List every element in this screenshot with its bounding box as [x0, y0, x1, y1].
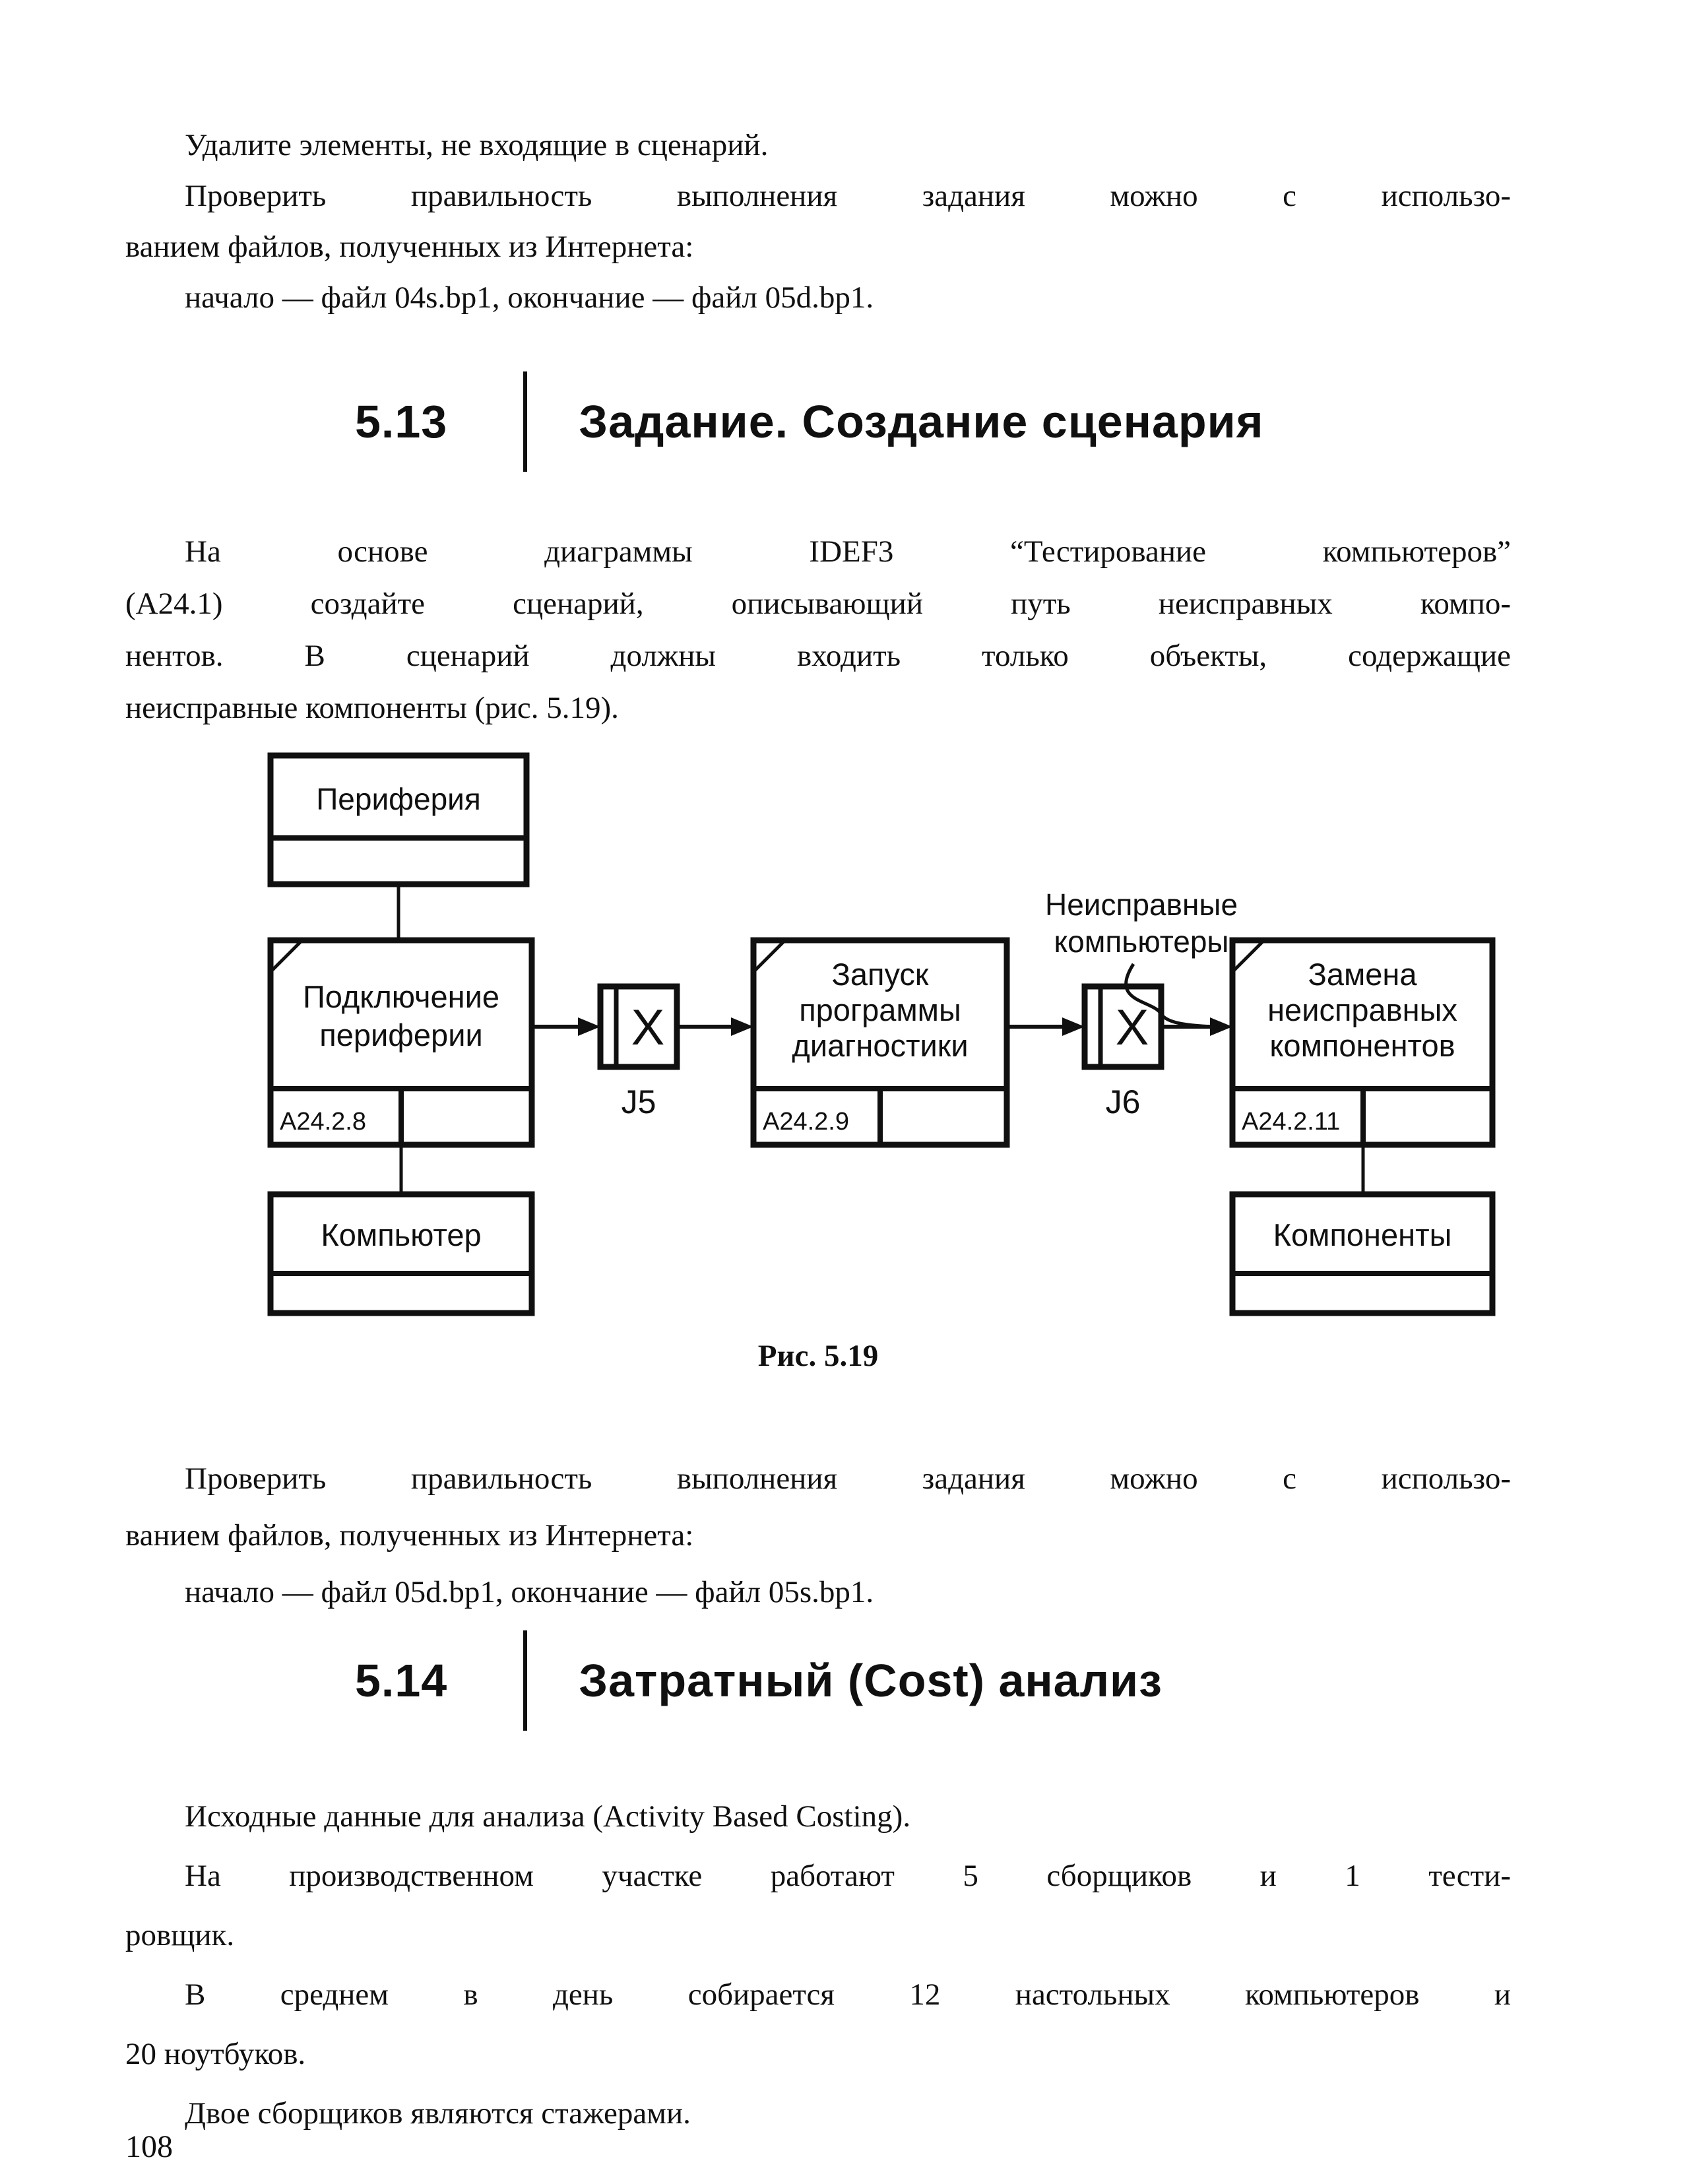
referent-label-components: Компоненты: [1273, 1217, 1452, 1252]
text-line: начало — файл 04s.bp1, окончание — файл 05d.bp1.: [185, 280, 874, 315]
text-line: (А24.1) создайте сценарий, описывающий путь неисправных компо-: [125, 587, 1511, 621]
activity1-label: периферии: [319, 1017, 483, 1052]
text-line: неисправные компоненты (рис. 5.19).: [125, 691, 619, 725]
junction-j5: [600, 986, 677, 1120]
text-line: Двое сборщиков являются стажерами.: [185, 2096, 691, 2131]
activity-box-run-diagnostics: [753, 940, 1007, 1145]
figure-caption: Рис. 5.19: [757, 1339, 879, 1373]
text-line: Удалите элементы, не входящие в сценарий.: [185, 128, 769, 162]
paragraph-intro: [125, 120, 1511, 323]
text-line: Проверить правильность выполнения задания можно с использо-: [185, 179, 1511, 213]
section-number: 5.14: [355, 1655, 448, 1706]
activity3-label: компонентов: [1269, 1028, 1455, 1063]
activity2-label: диагностики: [792, 1028, 969, 1063]
referent-box-components: [1232, 1194, 1492, 1313]
activity3-label: неисправных: [1267, 992, 1457, 1027]
paragraph-after-figure: [125, 1450, 1511, 1621]
text-line: В среднем в день собирается 12 настольных компьютеров и: [185, 1977, 1511, 2012]
text-line: нентов. В сценарий должны входить только объекты, содержащие: [125, 639, 1511, 673]
section-title: Задание. Создание сценария: [579, 396, 1264, 447]
referent-label-peripherals: Периферия: [316, 782, 481, 816]
arrow-activity2-to-j6: [1007, 1017, 1085, 1036]
section-heading-5-14: [355, 1630, 1163, 1731]
referent-box-computer: [271, 1194, 532, 1313]
arrow-activity1-to-j5: [532, 1017, 600, 1036]
heading-divider-bar: [523, 371, 527, 472]
arrowhead: [1062, 1017, 1085, 1036]
text-line: На производственном участке работают 5 сборщиков и 1 тести-: [185, 1859, 1511, 1893]
junction-j5-label: J5: [621, 1083, 656, 1120]
text-line: Исходные данные для анализа (Activity Based Costing).: [185, 1799, 911, 1834]
activity2-label: программы: [799, 992, 961, 1027]
paragraph-section-5-14: [125, 1787, 1511, 2143]
activity1-id: А24.2.8: [280, 1108, 366, 1136]
idef3-scenario-diagram: [231, 723, 1524, 1323]
text-line: На основе диаграммы IDEF3 “Тестирование компьютеров”: [185, 534, 1511, 569]
heading-divider-bar: [523, 1630, 527, 1731]
text-line: 20 ноутбуков.: [125, 2037, 306, 2071]
text-line: ванием файлов, полученных из Интернета:: [125, 230, 694, 264]
arrowhead: [578, 1017, 600, 1036]
activity3-id: А24.2.11: [1242, 1108, 1341, 1136]
arrowhead: [731, 1017, 753, 1036]
referent-label-computer: Компьютер: [321, 1217, 482, 1252]
activity-box-connect-peripherals: [271, 940, 532, 1145]
text-line: ванием файлов, полученных из Интернета:: [125, 1518, 694, 1553]
annotation-label: компьютеры: [1054, 924, 1229, 959]
junction-xor-symbol: X: [1115, 1000, 1149, 1056]
text-line: ровщик.: [125, 1918, 235, 1952]
paragraph-section-5-13: [125, 526, 1511, 734]
section-heading-5-13: [355, 371, 1264, 472]
text-line: Проверить правильность выполнения задания можно с использо-: [185, 1461, 1511, 1496]
arrow-j5-to-activity2: [677, 1017, 753, 1036]
activity3-label: Замена: [1308, 957, 1417, 992]
junction-xor-symbol: X: [631, 1000, 665, 1056]
section-title: Затратный (Cost) анализ: [579, 1655, 1163, 1706]
activity2-id: А24.2.9: [763, 1108, 849, 1136]
activity1-label: Подключение: [302, 979, 500, 1014]
text-line: начало — файл 05d.bp1, окончание — файл 05s.bp1.: [185, 1575, 874, 1609]
activity-box-replace-components: [1232, 940, 1492, 1145]
junction-j6-label: J6: [1105, 1083, 1141, 1120]
activity2-label: Запуск: [831, 957, 929, 992]
page-number: 108: [125, 2129, 173, 2164]
section-number: 5.13: [355, 396, 448, 447]
annotation-label: Неисправные: [1044, 887, 1238, 922]
referent-box-peripherals: [271, 755, 526, 884]
